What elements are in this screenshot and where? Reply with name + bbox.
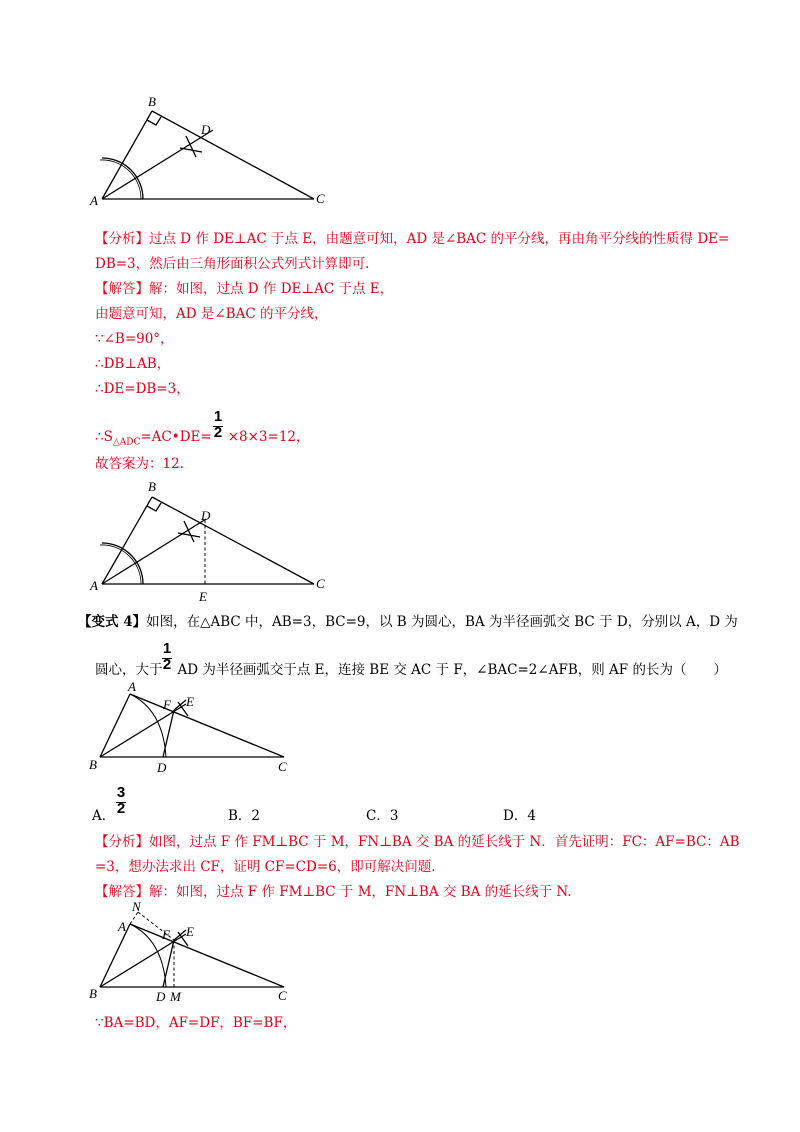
label-A: A: [128, 682, 136, 694]
analysis-text-1: 过点 D 作 DE⊥AC 于点 E，由题意可知，AD 是∠BAC 的平分线，再由角平分线的性质得 DE=: [149, 231, 730, 247]
figure-triangle-1: [88, 92, 338, 217]
label-A: A: [118, 919, 126, 934]
label-B: B: [89, 986, 97, 1001]
variant-tag: 【变式 4】: [78, 614, 147, 630]
label-B: B: [148, 479, 156, 494]
label-D: D: [157, 760, 167, 775]
label-M: M: [170, 989, 181, 1004]
label-C: C: [278, 988, 287, 1003]
variant-line-1: [78, 612, 738, 632]
solution-line-1: [95, 279, 393, 299]
label-D: D: [201, 122, 211, 137]
label-C: C: [316, 191, 325, 206]
solution-line-2: 由题意可知，AD 是∠BAC 的平分线，: [95, 306, 328, 322]
analysis-tag: 【分析】: [95, 231, 149, 247]
label-D: D: [156, 989, 166, 1004]
option-d: D．4: [503, 808, 536, 824]
label-F: F: [162, 927, 170, 942]
variant-text-1: 如图，在△ABC 中，AB=3，BC=9，以 B 为圆心，BA 为半径画弧交 BC 于 D，分别以 A，D 为: [146, 614, 738, 630]
option-a-fraction: 3 2: [116, 784, 126, 817]
final-line: ∵BA=BD，AF=DF，BF=BF，: [95, 1015, 297, 1031]
analysis-line-1: [95, 229, 729, 249]
option-b: B．2: [228, 808, 261, 824]
analysis2-line-2: =3，想办法求出 CF，证明 CF=CD=6，即可解决问题.: [95, 859, 436, 875]
label-D: D: [201, 508, 211, 523]
label-E: E: [199, 589, 207, 604]
option-c: C．3: [366, 808, 399, 824]
solution-tag: 【解答】: [95, 281, 149, 297]
solution-line-4: ∴DB⊥AB，: [95, 356, 171, 372]
analysis2-line-1: 【分析】如图，过点 F 作 FM⊥BC 于 M，FN⊥BA 交 BA 的延长线于 N．首先证明：FC：AF=BC：AB: [95, 834, 740, 850]
label-E: E: [186, 694, 194, 709]
solution2-tag: 【解答】: [95, 884, 149, 900]
option-a: A．: [92, 808, 116, 824]
label-B: B: [89, 757, 97, 772]
analysis2-tag: 【分析】: [95, 834, 149, 850]
figure-triangle-4: [88, 900, 298, 1010]
solution-text-1: 解：如图，过点 D 作 DE⊥AC 于点 E，: [149, 281, 394, 297]
fraction-half-2: 1 2: [162, 640, 172, 673]
analysis-line-2: DB=3，然后由三角形面积公式列式计算即可.: [95, 256, 370, 272]
subscript-adc: △ADC: [112, 437, 141, 448]
label-C: C: [316, 576, 325, 591]
label-N: N: [132, 900, 141, 914]
solution-line-7: 故答案为：12.: [95, 456, 184, 472]
label-A: A: [90, 193, 98, 208]
fraction-half-1: 1 2: [213, 408, 223, 441]
label-E: E: [186, 924, 194, 939]
label-C: C: [278, 759, 287, 774]
solution2-line-1: 【解答】解：如图，过点 F 作 FM⊥BC 于 M，FN⊥BA 交 BA 的延长线于 N.: [95, 884, 572, 900]
figure-triangle-3: [88, 682, 298, 777]
solution-line-6: $\therefore S_{\triangle ADC}=AC•DE= \times 8\times 3=12$，: [95, 429, 310, 448]
label-B: B: [148, 94, 156, 109]
variant-line-2: 圆心，大于 AD 为半径画弧交于点 E，连接 BE 交 AC 于 F，∠BAC=2∠AFB，则 AF 的长为（ ）: [95, 662, 727, 678]
solution-line-3: ∵∠B=90°，: [95, 331, 174, 347]
solution-line-5: ∴DE=DB=3，: [95, 381, 190, 397]
label-A: A: [90, 578, 98, 593]
figure-triangle-2: [88, 478, 338, 606]
label-F: F: [163, 697, 171, 712]
